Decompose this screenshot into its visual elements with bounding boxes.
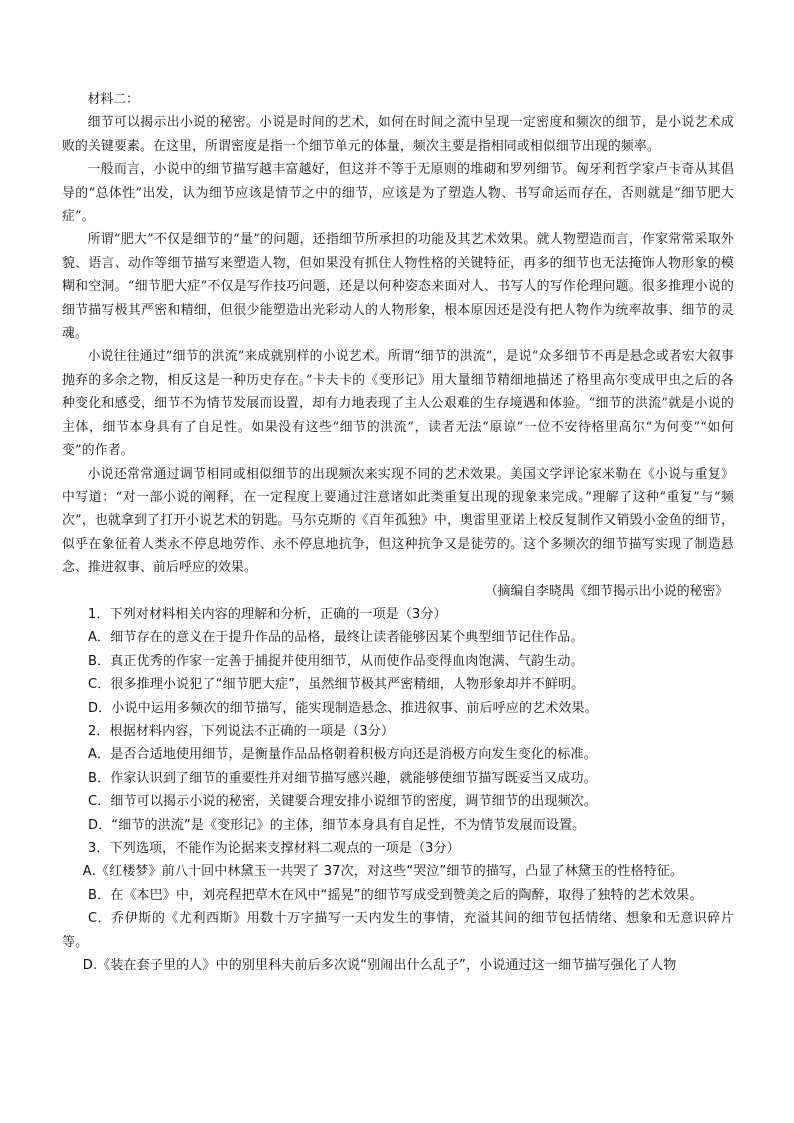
option-a: A．细节存在的意义在于提升作品的品格，最终让读者能够因某个典型细节记住作品。: [88, 630, 584, 646]
option-d: D.《装在套子里的人》中的别里科夫前后多次说“别闹出什么乱子”，小说通过这一细节描写强化了人物: [82, 958, 677, 974]
option-d: D．“细节的洪流”是《变形记》的主体，细节本身具有自足性，不为情节发展而设置。: [88, 817, 586, 833]
option-b: B．在《本巴》中，刘亮程把草木在风中“摇晃”的细节写成受到赞美之后的陶醉，取得了独特的艺术效果。: [88, 887, 703, 903]
option-b: B．真正优秀的作家一定善于捕捉并使用细节，从而使作品变得血肉饱满、气韵生动。: [88, 653, 584, 669]
material-heading: 材料二：: [87, 92, 139, 107]
material-paragraph-5: 小说还常常通过调节相同或相似细节的出现频次来实现不同的艺术效果。美国文学评论家米勒在《小说与重复》中写道：“对一部小说的阐释，在一定程度上要通过注意诸如此类重复出现的现象来完成。”理解了这种“重复”与“频次”，也就拿到了打开小说艺术的钥匙。马尔克斯的《百年孤独》中，奥雷里亚诺上校反复制作又销毁小金鱼的细节，似乎在象征着人类永不停息地劳作、永不停息地抗争，但这种抗争又是徒劳的。这个多频次的细节描写实现了制造悬念、推进叙事、前后呼应的效果。: [62, 466, 734, 576]
option-a: A.《红楼梦》前八十回中林黛玉一共哭了 37次，对这些“哭泣”细节的描写，凸显了林黛玉的性格特征。: [82, 864, 684, 880]
question-3: [62, 837, 734, 977]
material-paragraph-4: 小说往往通过“细节的洪流”来成就别样的小说艺术。所谓“细节的洪流”，是说“众多细节不再是悬念或者宏大叙事抛弃的多余之物，相反这是一种历史存在。”卡夫卡的《变形记》用大量细节精细地描述了格里高尔变成甲虫之后的各种变化和感受，细节不为情节发展而设置，却有力地表现了主人公艰难的生存境遇和体验。“细节的洪流”就是小说的主体，细节本身具有了自足性。如果没有这些“细节的洪流”，读者无法“原谅”一位不安待格里高尔“为何变”“如何变”的作者。: [62, 349, 734, 459]
option-d: D．小说中运用多频次的细节描写，能实现制造悬念、推进叙事、前后呼应的艺术效果。: [88, 700, 598, 716]
question-2: [62, 720, 734, 837]
option-a: A．是否合适地使用细节，是衡量作品品格朝着积极方向还是消极方向发生变化的标准。: [88, 747, 597, 763]
material-paragraph-1: 细节可以揭示出小说的秘密。小说是时间的艺术，如何在时间之流中呈现一定密度和频次的细节，是小说艺术成败的关键要素。在这里，所谓密度是指一个细节单元的体量，频次主要是指相同或相似细节出现的频率。: [62, 115, 734, 154]
question-1: [62, 603, 734, 720]
material-paragraph-2: 一般而言，小说中的细节描写越丰富越好，但这并不等于无原则的堆砌和罗列细节。匈牙利哲学家卢卡奇从其倡导的“总体性”出发，认为细节应该是情节之中的细节，应该是为了塑造人物、书写命运而存在，否则就是“细节肥大症”。: [62, 162, 734, 225]
exam-page: [62, 88, 734, 977]
material-source: （摘编自李晓禺《细节揭示出小说的秘密》: [484, 583, 728, 599]
option-b: B．作家认识到了细节的重要性并对细节描写感兴趣，就能够使细节描写既妥当又成功。: [88, 770, 597, 786]
option-c: C．细节可以揭示小说的秘密，关键要合理安排小说细节的密度，调节细节的出现频次。: [88, 794, 597, 810]
option-c: C．很多推理小说犯了“细节肥大症”，虽然细节极其严密精细，人物形象却并不鲜明。: [88, 677, 585, 693]
question-stem: 2．根据材料内容，下列说法不正确的一项是（3分）: [88, 723, 395, 739]
option-c: C．乔伊斯的《尤利西斯》用数十万字描写一天内发生的事情，充溢其间的细节包括情绪、想象和无意识碎片等。: [62, 911, 734, 950]
material-paragraph-3: 所谓“肥大”不仅是细节的“量”的问题，还指细节所承担的功能及其艺术效果。就人物塑造而言，作家常常采取外貌、语言、动作等细节描写来塑造人物，但如果没有抓住人物性格的关键特征，再多的细节也无法掩饰人物形象的模糊和空洞。“细节肥大症”不仅是写作技巧问题，还是以何种姿态来面对人、书写人的写作伦理问题。很多推理小说的细节描写极其严密和精细，但很少能塑造出光彩动人的人物形象，根本原因还是没有把人物作为统率故事、细节的灵魂。: [62, 232, 734, 342]
question-stem: 3．下列选项，不能作为论据来支撑材料二观点的一项是（3分）: [88, 841, 460, 856]
question-stem: 1．下列对材料相关内容的理解和分析，正确的一项是（3分）: [88, 606, 447, 622]
